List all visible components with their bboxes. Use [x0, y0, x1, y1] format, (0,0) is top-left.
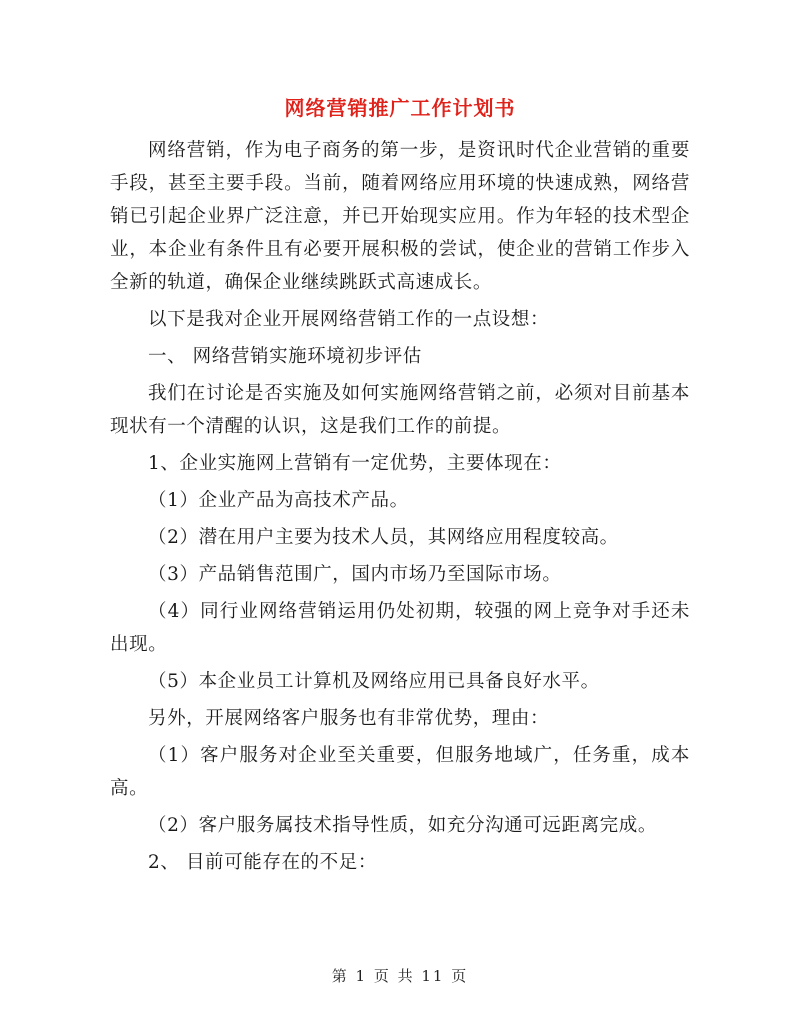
subheading-shortcomings: 2、 目前可能存在的不足：: [148, 852, 377, 873]
section-heading-1: 一、 网络营销实施环境初步评估: [148, 346, 422, 367]
paragraph-premise: 我们在讨论是否实施及如何实施网络营销之前，必须对目前基本现状有一个清醒的认识，这是我们工作的前提。: [110, 383, 690, 437]
list-item: （2）潜在用户主要为技术人员，其网络应用程度较高。: [148, 527, 619, 548]
page-footer: 第 1 页 共 11 页: [331, 967, 469, 985]
list-item: （1）企业产品为高技术产品。: [148, 490, 409, 511]
list-item: （5）本企业员工计算机及网络应用已具备良好水平。: [148, 671, 600, 692]
document-title: 网络营销推广工作计划书: [284, 96, 516, 120]
paragraph-intro: 网络营销，作为电子商务的第一步，是资讯时代企业营销的重要手段，甚至主要手段。当前，随着网络应用环境的快速成熟，网络营销已引起企业界广泛注意，并已开始现实应用。作为年轻的技术型企业，本企业有条件且有必要开展积极的尝试，使企业的营销工作步入全新的轨道，确保企业继续跳跃式高速成长。: [110, 140, 690, 293]
list-item: （4）同行业网络营销运用仍处初期，较强的网上竞争对手还未出现。: [110, 601, 690, 655]
list-item: （3）产品销售范围广，国内市场乃至国际市场。: [148, 564, 562, 585]
list-item: （1）客户服务对企业至关重要，但服务地域广，任务重，成本高。: [110, 745, 690, 799]
paragraph-lead: 以下是我对企业开展网络营销工作的一点设想：: [148, 309, 550, 330]
subheading-advantages: 1、企业实施网上营销有一定优势，主要体现在：: [148, 453, 562, 474]
document-body: [110, 134, 690, 883]
paragraph-service: 另外，开展网络客户服务也有非常优势，理由：: [148, 708, 550, 729]
list-item: （2）客户服务属技术指导性质，如充分沟通可远距离完成。: [148, 815, 657, 836]
